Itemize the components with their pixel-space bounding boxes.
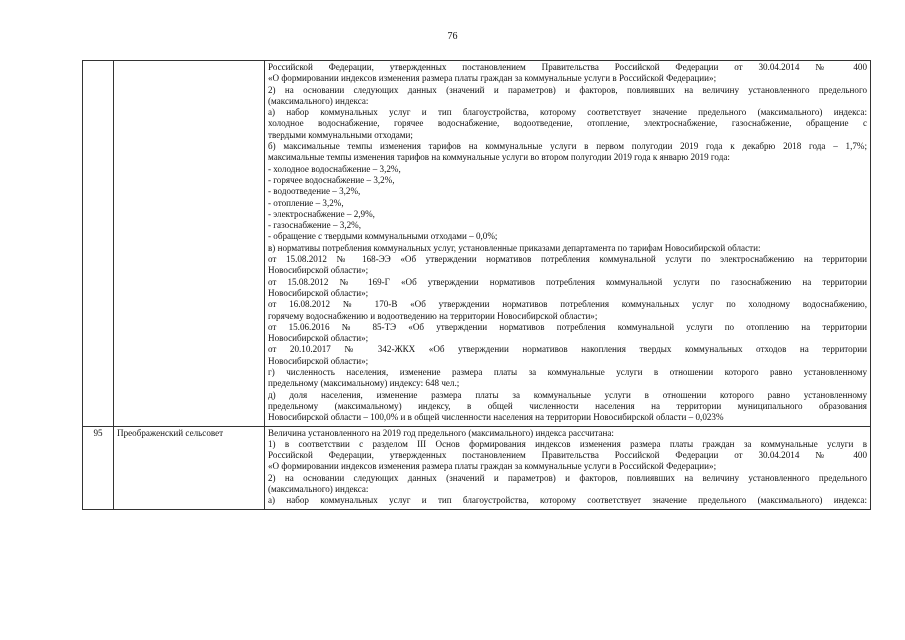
text-line: Новосибирской области»;: [268, 333, 369, 344]
row-number: 95: [83, 426, 114, 509]
text-line: - отопление – 3,2%,: [268, 197, 344, 208]
text-line: - горячее водоснабжение – 3,2%,: [268, 174, 395, 185]
text-line: от 15.06.2016 № 85-ТЭ «Об утверждении нормативов потребления коммунальной услуги по отоплению на территории: [268, 321, 867, 332]
text-line: (максимального) индекса:: [268, 95, 369, 106]
text-line: от 16.08.2012 № 170-В «Об утверждении нормативов потребления коммунальных услуг по холодному водоснабжению,: [268, 299, 867, 310]
text-line: Величина установленного на 2019 год предельного (максимального) индекса рассчитана:: [268, 427, 614, 438]
text-line: предельному (максимальному) индексу: 648 чел.;: [268, 378, 460, 389]
text-line: Новосибирской области»;: [268, 287, 369, 298]
text-line: от 20.10.2017 № 342-ЖКХ «Об утверждении нормативов накопления твердых коммунальных отходов на территории: [268, 344, 867, 355]
text-line: в) нормативы потребления коммунальных услуг, установленные приказами департамента по тарифам Новосибирской области:: [268, 242, 761, 253]
justification-text: [265, 61, 871, 427]
text-line: «О формировании индексов изменения размера платы граждан за коммунальные услуги в Российской Федерации»;: [268, 73, 717, 84]
municipality-name: [114, 61, 265, 427]
text-line: холодное водоснабжение, горячее водоснабжение, водоотведение, отопление, электроснабжение, газоснабжение, обращение с: [268, 118, 867, 129]
text-line: от 15.08.2012 № 168-ЭЭ «Об утверждении нормативов потребления коммунальной услуги по электроснабжению на территории: [268, 254, 867, 265]
table-row: [83, 426, 871, 509]
text-line: - электроснабжение – 2,9%,: [268, 208, 375, 219]
text-line: г) численность населения, изменение размера платы за коммунальные услуги в отношении которого равно установленному: [268, 367, 867, 378]
text-line: максимальные темпы изменения тарифов на коммунальные услуги во втором полугодии 2019 года к январю 2019 года:: [268, 152, 730, 163]
text-line: 1) в соответствии с разделом III Основ формирования индексов изменения размера платы граждан за коммунальные услуги в: [268, 438, 867, 449]
text-line: - холодное водоснабжение – 3,2%,: [268, 163, 401, 174]
text-line: горячему водоснабжению и водоотведению на территории Новосибирской области»;: [268, 310, 598, 321]
text-line: Новосибирской области»;: [268, 355, 369, 366]
text-line: 2) на основании следующих данных (значений и параметров) и факторов, повлиявших на величину установленного предельного: [268, 472, 867, 483]
text-line: 2) на основании следующих данных (значений и параметров) и факторов, повлиявших на величину установленного предельного: [268, 84, 867, 95]
text-line: твердыми коммунальными отходами;: [268, 129, 413, 140]
text-line: от 15.08.2012 № 169-Г «Об утверждении нормативов потребления коммунальной услуги по газоснабжению на территории: [268, 276, 867, 287]
text-line: а) набор коммунальных услуг и тип благоустройства, которому соответствует значение предельного (максимального) индекса:: [268, 107, 867, 118]
text-line: - газоснабжение – 3,2%,: [268, 220, 361, 231]
text-line: Российской Федерации, утвержденных постановлением Правительства Российской Федерации от 30.04.2014 № 400: [268, 450, 867, 461]
page-number: 76: [447, 31, 458, 42]
text-line: Новосибирской области – 100,0% и в общей численности населения на территории Новосибирской области – 0,023%: [268, 412, 724, 423]
table-row: [83, 61, 871, 427]
text-line: Российской Федерации, утвержденных постановлением Правительства Российской Федерации от 30.04.2014 № 400: [268, 62, 867, 72]
text-line: (максимального) индекса:: [268, 483, 369, 494]
text-line: предельному (максимальному) индексу, в общей численности населения на территории муниципального образования: [268, 400, 867, 411]
text-line: д) доля населения, изменение размера платы за коммунальные услуги в отношении которого равно установленному: [268, 389, 867, 400]
justification-text: [265, 426, 871, 509]
text-line: Новосибирской области»;: [268, 265, 369, 276]
text-line: а) набор коммунальных услуг и тип благоустройства, которому соответствует значение предельного (максимального) индекса:: [268, 495, 867, 506]
text-line: - обращение с твердыми коммунальными отходами – 0,0%;: [268, 231, 498, 242]
text-line: «О формировании индексов изменения размера платы граждан за коммунальные услуги в Российской Федерации»;: [268, 461, 717, 472]
index-table: [82, 60, 871, 510]
text-line: - водоотведение – 3,2%,: [268, 186, 361, 197]
text-line: б) максимальные темпы изменения тарифов на коммунальные услуги в первом полугодии 2019 года к декабрю 2018 года – 1,7%;: [268, 141, 867, 152]
row-number: [83, 61, 114, 427]
municipality-name: Преображенский сельсовет: [114, 426, 265, 509]
